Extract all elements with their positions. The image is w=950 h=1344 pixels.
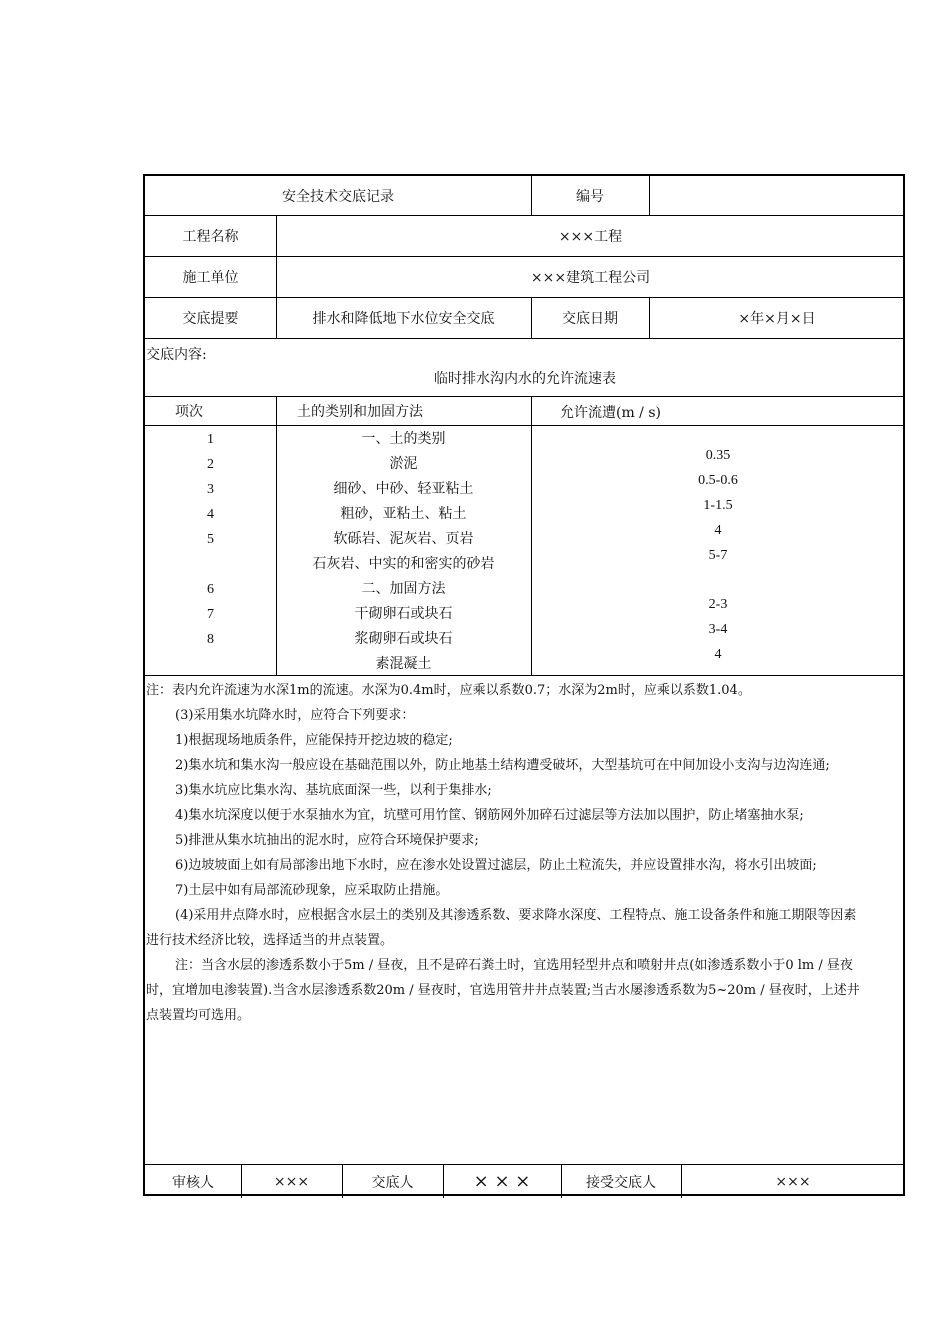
speed-cell: 4: [714, 523, 722, 538]
item-number: 4: [207, 507, 214, 522]
item-number-column: [145, 427, 276, 652]
col-header-item: 项次: [175, 403, 203, 420]
col-header-method: 土的类别和加固方法: [297, 403, 423, 420]
speed-cell: 4: [714, 647, 722, 662]
item-number: 7: [207, 607, 214, 622]
row-divider: [145, 396, 905, 397]
summary-value: 排水和降低地下水位安全交底: [312, 311, 495, 327]
item-number: 2: [207, 457, 214, 472]
method-cell: 一、土的类别: [361, 431, 446, 447]
summary-label: 交底提要: [182, 311, 239, 327]
reviewer-label: 审核人: [172, 1174, 214, 1191]
speed-cell: 3-4: [708, 622, 728, 637]
method-cell: 素混凝土: [375, 656, 432, 672]
receiver-value: ×××: [775, 1173, 811, 1190]
paragraph: 时，宜增加电渗装置).当含水层渗透系数20m / 昼夜时，官选用管井井点装置;当古水屡渗透系数为5~20m / 昼夜时，上述井: [146, 983, 860, 998]
method-cell: 细砂、中砂、轻亚粘土: [333, 481, 474, 497]
paragraph: 进行技术经济比较，选择适当的井点装置。: [146, 933, 394, 948]
speed-cell: 1-1.5: [703, 498, 733, 513]
paragraph: (4)采用井点降水时，应根据含水层土的类别及其渗透系数、要求降水深度、工程特点、施工设备条件和施工期限等因素: [175, 908, 857, 923]
paragraph: 7)土层中如有局部流砂现象，应采取防止措施。: [175, 883, 449, 898]
speed-cell: 2-3: [708, 597, 728, 612]
safety-disclosure-form: [143, 174, 905, 1196]
paragraph: 2)集水坑和集水沟一般应设在基础范围以外，防止地基土结构遭受破坏，大型基坑可在中间加设小支沟与边沟连通;: [175, 758, 830, 773]
speed-cell: 0.35: [705, 448, 731, 463]
item-number: [145, 552, 276, 577]
number-value: [649, 176, 905, 216]
method-cell: 干砌卵石或块石: [354, 606, 453, 622]
col-header-speed: 允许流遭(m / s): [560, 405, 662, 421]
item-number: 1: [207, 432, 214, 447]
method-cell: 二、加固方法: [361, 581, 446, 597]
paragraph: 3)集水坑应比集水沟、基坑底面深一些，以利于集排水;: [175, 783, 492, 798]
method-cell: 石灰岩、中实的和密实的砂岩: [312, 556, 495, 572]
paragraph: 6)边坡坡面上如有局部渗出地下水时，应在渗水处设置过滤层，防止土粒流失，并应设置排水沟，将水引出坡面;: [175, 858, 817, 873]
paragraph: 点装置均可选用。: [146, 1008, 251, 1023]
method-cell: 粗砂，亚粘土、粘土: [340, 506, 467, 522]
discloser-label: 交底人: [371, 1174, 414, 1191]
item-number: 8: [207, 632, 214, 647]
speed-column-reinforce: [531, 592, 905, 667]
paragraph: 注：当含水层的渗透系数小于5m / 昼夜，且不是碎石粪土时，宜选用轻型井点和喷射井点(如渗透系数小于0 lm / 昼夜: [175, 958, 853, 973]
method-cell: 软砾岩、泥灰岩、页岩: [333, 531, 474, 547]
row-divider: [145, 425, 905, 426]
receiver-label: 接受交底人: [586, 1174, 656, 1191]
date-label: 交底日期: [562, 311, 618, 327]
paragraph: 1)根据现场地质条件，应能保持开挖边坡的稳定;: [175, 733, 453, 748]
unit-label: 施工单位: [182, 270, 239, 286]
speed-cell: 0.5-0.6: [698, 473, 738, 488]
form-title: 安全技术交底记录: [282, 189, 394, 205]
speed-cell: 5-7: [708, 548, 728, 563]
unit-value: ×××建筑工程公司: [530, 270, 651, 286]
number-label: 编号: [576, 189, 604, 205]
method-column: [276, 427, 531, 677]
method-cell: 淤泥: [389, 456, 418, 472]
project-label: 工程名称: [182, 229, 239, 245]
method-cell: 浆砌卵石或块石: [354, 631, 453, 647]
item-number: 3: [207, 482, 214, 497]
discloser-value: × × ×: [473, 1171, 531, 1192]
project-value: ×××工程: [558, 229, 623, 245]
table-note: 注：表内允许流速为水深1m的流速。水深为0.4m时，应乘以系数0.7；水深为2m时，应乘以系数1.04。: [146, 683, 751, 698]
reviewer-value: ×××: [273, 1173, 310, 1190]
paragraph: 5)排泄从集水坑抽出的泥水时，应符合环境保护要求;: [175, 833, 479, 848]
row-divider: [145, 338, 905, 339]
content-label: 交底内容:: [146, 347, 207, 363]
paragraph: (3)采用集水坑降水时，应符合下列要求：: [175, 708, 415, 723]
item-number: 6: [207, 582, 214, 597]
speed-column-soil: [531, 443, 905, 568]
item-number: 5: [207, 532, 214, 547]
date-value: ×年×月×日: [738, 311, 816, 327]
paragraph: 4)集水坑深度以便于水泵抽水为宜，坑壁可用竹筐、钢筋网外加碎石过滤层等方法加以围护，防止堵塞抽水泵;: [175, 808, 804, 823]
table-title: 临时排水沟内水的允许流速表: [434, 371, 616, 387]
